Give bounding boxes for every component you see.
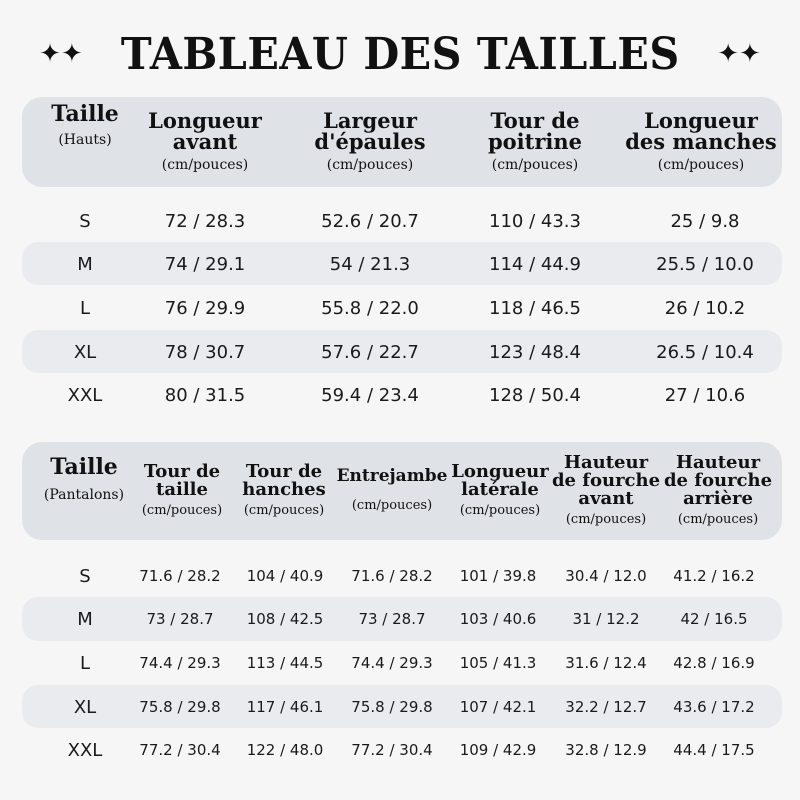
bottoms-row-l-size bbox=[40, 642, 130, 684]
tops-row-m-size-text: M bbox=[77, 253, 93, 275]
bottoms-row-s-val-3-text: 101 / 39.8 bbox=[459, 567, 537, 585]
bottoms-row-l-val-3 bbox=[443, 642, 553, 684]
tops-col-header-2-unit: (cm/pouces) bbox=[491, 157, 579, 174]
tops-row-xl-val-0 bbox=[130, 331, 280, 373]
tops-row-m-val-1-text: 54 / 21.3 bbox=[329, 253, 411, 275]
bottoms-size-header bbox=[30, 442, 138, 540]
tops-row-s-val-3 bbox=[630, 200, 780, 242]
tops-row-l-val-0-text: 76 / 29.9 bbox=[164, 297, 246, 319]
bottoms-col-header-2 bbox=[334, 442, 450, 540]
bottoms-row-l-val-5-text: 42.8 / 16.9 bbox=[673, 654, 755, 672]
bottoms-col-header-0-unit: (cm/pouces) bbox=[141, 503, 223, 519]
tops-row-xxl-val-1-text: 59.4 / 23.4 bbox=[321, 384, 419, 406]
bottoms-row-m-val-0 bbox=[125, 598, 235, 640]
bottoms-row-m-val-4 bbox=[550, 598, 662, 640]
tops-row-s-val-2 bbox=[460, 200, 610, 242]
bottoms-row-xl-val-0-text: 75.8 / 29.8 bbox=[139, 698, 221, 716]
tops-row-xxl-val-0-text: 80 / 31.5 bbox=[164, 384, 246, 406]
bottoms-row-m-val-1-text: 108 / 42.5 bbox=[246, 610, 324, 628]
tops-row-l-val-2-text: 118 / 46.5 bbox=[489, 297, 581, 319]
tops-row-l-size bbox=[40, 287, 130, 329]
bottoms-row-xl-val-5 bbox=[658, 686, 770, 728]
bottoms-row-m-val-2 bbox=[337, 598, 447, 640]
page-title bbox=[0, 24, 800, 84]
bottoms-row-xl-size bbox=[40, 686, 130, 728]
bottoms-col-header-4-name: Hauteur de fourche avant bbox=[551, 452, 661, 510]
bottoms-row-l-val-2-text: 74.4 / 29.3 bbox=[351, 654, 433, 672]
bottoms-row-xl-val-1-text: 117 / 46.1 bbox=[246, 698, 324, 716]
sparkle-icon-right: ✦✦ bbox=[717, 39, 761, 69]
bottoms-row-m-val-1 bbox=[230, 598, 340, 640]
bottoms-row-xl-val-2-text: 75.8 / 29.8 bbox=[351, 698, 433, 716]
tops-row-s-size bbox=[40, 200, 130, 242]
bottoms-row-xxl-val-0-text: 77.2 / 30.4 bbox=[139, 741, 221, 759]
bottoms-col-header-4 bbox=[550, 442, 662, 540]
bottoms-row-l-size-text: L bbox=[79, 652, 91, 674]
bottoms-row-l-val-1 bbox=[230, 642, 340, 684]
tops-row-xl-size bbox=[40, 331, 130, 373]
tops-col-header-3 bbox=[620, 97, 782, 187]
tops-row-s-val-0 bbox=[130, 200, 280, 242]
bottoms-row-xxl-val-2 bbox=[337, 729, 447, 771]
bottoms-row-s-val-5 bbox=[658, 555, 770, 597]
bottoms-row-s-val-2-text: 71.6 / 28.2 bbox=[351, 567, 433, 585]
tops-row-xxl-size bbox=[40, 374, 130, 416]
bottoms-row-m-val-2-text: 73 / 28.7 bbox=[358, 610, 426, 628]
bottoms-row-xl-val-2 bbox=[337, 686, 447, 728]
tops-row-xl-val-2-text: 123 / 48.4 bbox=[489, 341, 581, 363]
bottoms-row-xxl-val-1-text: 122 / 48.0 bbox=[246, 741, 324, 759]
bottoms-row-xl-val-1 bbox=[230, 686, 340, 728]
tops-row-s-val-1 bbox=[295, 200, 445, 242]
bottoms-row-l-val-4 bbox=[550, 642, 662, 684]
bottoms-row-xxl-size bbox=[40, 729, 130, 771]
bottoms-row-xl-size-text: XL bbox=[73, 696, 97, 718]
bottoms-row-xl-val-3 bbox=[443, 686, 553, 728]
bottoms-row-xxl-val-4 bbox=[550, 729, 662, 771]
tops-row-m-val-3 bbox=[630, 243, 780, 285]
bottoms-row-l-val-2 bbox=[337, 642, 447, 684]
tops-row-l-val-2 bbox=[460, 287, 610, 329]
bottoms-row-s-val-5-text: 41.2 / 16.2 bbox=[673, 567, 755, 585]
tops-row-xxl-val-2-text: 128 / 50.4 bbox=[489, 384, 581, 406]
tops-row-s-val-0-text: 72 / 28.3 bbox=[164, 210, 246, 232]
tops-row-xl-val-0-text: 78 / 30.7 bbox=[164, 341, 246, 363]
tops-col-header-0-unit: (cm/pouces) bbox=[161, 157, 249, 174]
bottoms-col-header-4-unit: (cm/pouces) bbox=[565, 512, 647, 528]
tops-row-s-val-2-text: 110 / 43.3 bbox=[489, 210, 581, 232]
bottoms-row-s-val-4-text: 30.4 / 12.0 bbox=[565, 567, 647, 585]
tops-row-m-val-1 bbox=[295, 243, 445, 285]
bottoms-col-header-2-name: Entrejambe bbox=[336, 466, 448, 487]
tops-size-header-sub: (Hauts) bbox=[58, 132, 112, 148]
bottoms-row-m-size bbox=[40, 598, 130, 640]
tops-row-xxl-val-2 bbox=[460, 374, 610, 416]
bottoms-row-m-val-5 bbox=[658, 598, 770, 640]
bottoms-col-header-5-name: Hauteur de fourche arrière bbox=[663, 452, 773, 510]
bottoms-row-xxl-val-5-text: 44.4 / 17.5 bbox=[673, 741, 755, 759]
tops-col-header-2-name: Tour de poitrine bbox=[487, 108, 583, 155]
bottoms-col-header-3-unit: (cm/pouces) bbox=[459, 503, 541, 519]
bottoms-row-m-val-3 bbox=[443, 598, 553, 640]
bottoms-row-xl-val-5-text: 43.6 / 17.2 bbox=[673, 698, 755, 716]
tops-row-l-val-3 bbox=[630, 287, 780, 329]
bottoms-col-header-3 bbox=[450, 442, 550, 540]
tops-row-m-val-0-text: 74 / 29.1 bbox=[164, 253, 246, 275]
bottoms-row-m-val-0-text: 73 / 28.7 bbox=[146, 610, 214, 628]
bottoms-row-m-val-3-text: 103 / 40.6 bbox=[459, 610, 537, 628]
tops-row-l-val-3-text: 26 / 10.2 bbox=[664, 297, 746, 319]
tops-col-header-3-name: Longueur des manches bbox=[625, 108, 777, 155]
tops-row-l-val-1-text: 55.8 / 22.0 bbox=[321, 297, 419, 319]
tops-row-m-val-2-text: 114 / 44.9 bbox=[489, 253, 581, 275]
tops-row-xl-val-1-text: 57.6 / 22.7 bbox=[321, 341, 419, 363]
bottoms-row-s-val-1 bbox=[230, 555, 340, 597]
bottoms-row-xxl-val-0 bbox=[125, 729, 235, 771]
bottoms-col-header-3-name: Longueur latérale bbox=[451, 461, 549, 501]
tops-row-xxl-size-text: XXL bbox=[67, 384, 103, 406]
bottoms-row-l-val-4-text: 31.6 / 12.4 bbox=[565, 654, 647, 672]
tops-size-header-label: Taille bbox=[51, 101, 119, 127]
tops-row-xl-size-text: XL bbox=[73, 341, 97, 363]
tops-col-header-0 bbox=[140, 97, 270, 187]
tops-row-m-val-2 bbox=[460, 243, 610, 285]
tops-row-m-val-0 bbox=[130, 243, 280, 285]
tops-col-header-3-unit: (cm/pouces) bbox=[657, 157, 745, 174]
bottoms-row-m-val-5-text: 42 / 16.5 bbox=[680, 610, 748, 628]
bottoms-row-xl-val-3-text: 107 / 42.1 bbox=[459, 698, 537, 716]
bottoms-row-s-val-2 bbox=[337, 555, 447, 597]
bottoms-col-header-5-unit: (cm/pouces) bbox=[677, 512, 759, 528]
bottoms-col-header-1 bbox=[234, 442, 334, 540]
sparkle-icon-left: ✦✦ bbox=[39, 39, 83, 69]
bottoms-col-header-2-unit: (cm/pouces) bbox=[351, 498, 433, 514]
bottoms-row-l-val-1-text: 113 / 44.5 bbox=[246, 654, 324, 672]
bottoms-row-l-val-0 bbox=[125, 642, 235, 684]
bottoms-row-s-val-0-text: 71.6 / 28.2 bbox=[139, 567, 221, 585]
tops-row-xl-val-1 bbox=[295, 331, 445, 373]
tops-row-xxl-val-3 bbox=[630, 374, 780, 416]
tops-row-l-size-text: L bbox=[79, 297, 91, 319]
bottoms-size-header-sub: (Pantalons) bbox=[43, 487, 125, 503]
tops-row-m-val-3-text: 25.5 / 10.0 bbox=[656, 253, 754, 275]
tops-col-header-1-unit: (cm/pouces) bbox=[326, 157, 414, 174]
tops-row-s-val-1-text: 52.6 / 20.7 bbox=[321, 210, 419, 232]
bottoms-row-xl-val-0 bbox=[125, 686, 235, 728]
bottoms-row-xxl-size-text: XXL bbox=[67, 739, 103, 761]
title-text: TABLEAU DES TAILLES bbox=[120, 28, 680, 80]
tops-row-l-val-1 bbox=[295, 287, 445, 329]
tops-col-header-1 bbox=[300, 97, 440, 187]
bottoms-row-xxl-val-3-text: 109 / 42.9 bbox=[459, 741, 537, 759]
bottoms-row-m-size-text: M bbox=[77, 608, 93, 630]
bottoms-row-s-val-4 bbox=[550, 555, 662, 597]
bottoms-row-xl-val-4-text: 32.2 / 12.7 bbox=[565, 698, 647, 716]
tops-size-header bbox=[30, 97, 140, 187]
bottoms-row-xxl-val-4-text: 32.8 / 12.9 bbox=[565, 741, 647, 759]
tops-row-s-size-text: S bbox=[79, 210, 91, 232]
tops-row-xl-val-2 bbox=[460, 331, 610, 373]
bottoms-row-l-val-5 bbox=[658, 642, 770, 684]
tops-row-xxl-val-3-text: 27 / 10.6 bbox=[664, 384, 746, 406]
bottoms-row-s-size-text: S bbox=[79, 565, 91, 587]
bottoms-row-m-val-4-text: 31 / 12.2 bbox=[572, 610, 640, 628]
bottoms-row-s-size bbox=[40, 555, 130, 597]
tops-col-header-0-name: Longueur avant bbox=[148, 108, 262, 155]
bottoms-row-xxl-val-5 bbox=[658, 729, 770, 771]
bottoms-row-l-val-0-text: 74.4 / 29.3 bbox=[139, 654, 221, 672]
bottoms-col-header-0-name: Tour de taille bbox=[143, 461, 221, 501]
bottoms-row-l-val-3-text: 105 / 41.3 bbox=[459, 654, 537, 672]
bottoms-row-s-val-3 bbox=[443, 555, 553, 597]
tops-row-xl-val-3-text: 26.5 / 10.4 bbox=[656, 341, 754, 363]
bottoms-row-s-val-1-text: 104 / 40.9 bbox=[246, 567, 324, 585]
bottoms-row-xxl-val-3 bbox=[443, 729, 553, 771]
bottoms-col-header-0 bbox=[132, 442, 232, 540]
bottoms-row-xl-val-4 bbox=[550, 686, 662, 728]
tops-row-l-val-0 bbox=[130, 287, 280, 329]
bottoms-col-header-1-unit: (cm/pouces) bbox=[243, 503, 325, 519]
tops-row-m-size bbox=[40, 243, 130, 285]
tops-col-header-2 bbox=[470, 97, 600, 187]
tops-row-s-val-3-text: 25 / 9.8 bbox=[670, 210, 740, 232]
bottoms-row-xxl-val-1 bbox=[230, 729, 340, 771]
bottoms-row-xxl-val-2-text: 77.2 / 30.4 bbox=[351, 741, 433, 759]
bottoms-row-s-val-0 bbox=[125, 555, 235, 597]
bottoms-col-header-1-name: Tour de hanches bbox=[242, 461, 326, 501]
bottoms-size-header-label: Taille bbox=[50, 454, 118, 480]
tops-col-header-1-name: Largeur d'épaules bbox=[314, 108, 426, 155]
tops-row-xxl-val-1 bbox=[295, 374, 445, 416]
tops-row-xxl-val-0 bbox=[130, 374, 280, 416]
bottoms-col-header-5 bbox=[662, 442, 774, 540]
tops-row-xl-val-3 bbox=[630, 331, 780, 373]
